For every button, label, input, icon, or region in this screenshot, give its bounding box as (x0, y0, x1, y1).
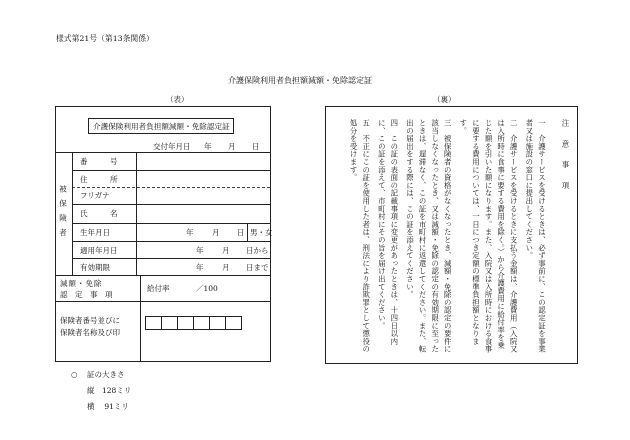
insurer-digit-box (225, 316, 242, 330)
row-line (72, 258, 270, 259)
note-item-2: 二 介護サービスを受けるときに支払う金額は、介護費用（入院又は入所時に食事に要する費用を除く。）から介護費用に給付率を乗じた額を引いた額になります。また、入院又は入所時における食事に要する費用については、一日につき定額の標準負担額となります。 (458, 119, 519, 353)
insurer-digit-box (177, 316, 194, 330)
expiry-year: 年 (196, 263, 204, 272)
notes-columns (347, 119, 572, 355)
number-label: 番 号 (80, 157, 118, 166)
name-label: 氏 名 (80, 209, 118, 218)
row-line-dashed (72, 187, 270, 188)
row-line (56, 275, 270, 276)
col-line (247, 223, 248, 241)
insurer-number-boxes (145, 316, 279, 330)
insurer-label-1: 保険者番号並びに (60, 316, 120, 325)
start-month: 月 (222, 246, 230, 255)
size-note-width: 横 91ミリ (87, 402, 129, 411)
back-heading: （裏） (433, 95, 456, 104)
col-line (72, 152, 73, 275)
row-line (72, 170, 270, 171)
row-line (56, 152, 270, 153)
notes-title: 注 意 事 項 (561, 119, 570, 192)
row-line (72, 241, 270, 242)
col-line (140, 275, 141, 301)
reduction-label-2: 認 定 事 項 (60, 290, 113, 299)
cert-title: 介護保険利用者負担額減額・免除認定証 (93, 122, 230, 131)
birth-month: 月 (212, 228, 220, 237)
insurer-label-2: 保険者名称及び印 (60, 328, 120, 337)
insurer-digit-box (193, 316, 210, 330)
note-item-3: 三 被保険者の資格がなくなったとき、減額・免除の認定の要件に該当しなくなったとき、又は減額・免除の認定の有効期限に至ったときは、遅滞なく、この証を市町村に返還してください。また、転出の届出をする際には、この証を添えてください。 (405, 119, 453, 353)
row-line (56, 301, 270, 302)
benefit-rate-suffix: ／100 (196, 284, 218, 293)
birth-date-label: 生年月日 (80, 228, 110, 237)
col-line (136, 152, 137, 275)
issue-year: 年 (204, 142, 212, 151)
insurer-digit-box (145, 316, 162, 330)
col-line (140, 301, 141, 361)
expiry-date-label: 有効期限 (80, 263, 110, 272)
insurer-digit-box (209, 316, 226, 330)
note-item-5: 五 不正にこの証を使用した者は、刑法により詐欺罪として懲役の処分を受けます。 (349, 119, 371, 353)
insured-label: 被保険者 (58, 185, 68, 243)
note-item-4: 四 この証の表面の記載事項に変更があったときは、十四日以内に、この証を添えて、市町村にその旨を届け出てください。 (377, 119, 399, 346)
benefit-rate-label: 給付率 (147, 284, 170, 293)
size-note-label: 証の大きさ (87, 370, 125, 379)
issue-day: 日 (252, 142, 260, 151)
form-number: 様式第21号（第13条関係） (56, 34, 154, 43)
note-item-1: 一 介護サービスを受けるときは、必ず事前に、この認定証を事業者又は施設の窓口に提出してください。 (524, 119, 547, 353)
birth-year: 年 (186, 228, 194, 237)
expiry-month: 月 (222, 263, 230, 272)
row-line (72, 204, 270, 205)
issue-date-label: 交付年月日 (153, 142, 191, 151)
size-note-height: 縦 128ミリ (87, 386, 132, 395)
issue-month: 月 (228, 142, 236, 151)
row-line (72, 223, 270, 224)
start-date-label: 適用年月日 (80, 246, 118, 255)
expiry-until: 日まで (246, 263, 269, 272)
cert-title-box (88, 118, 234, 134)
size-note-mark: ○ (71, 370, 78, 379)
insurer-digit-box (161, 316, 178, 330)
certificate-back (325, 106, 578, 364)
front-heading: （表） (166, 95, 189, 104)
page-title: 介護保険利用者負担額減額・免除認定証 (228, 76, 372, 85)
gender-field: 男・女 (250, 228, 273, 237)
start-year: 年 (196, 246, 204, 255)
start-from: 日から (246, 246, 269, 255)
furigana-label: フリガナ (80, 191, 110, 200)
reduction-label-1: 減額・免除 (60, 279, 103, 288)
address-label: 住 所 (80, 175, 118, 184)
birth-day: 日 (237, 228, 245, 237)
certificate-front (55, 106, 271, 362)
